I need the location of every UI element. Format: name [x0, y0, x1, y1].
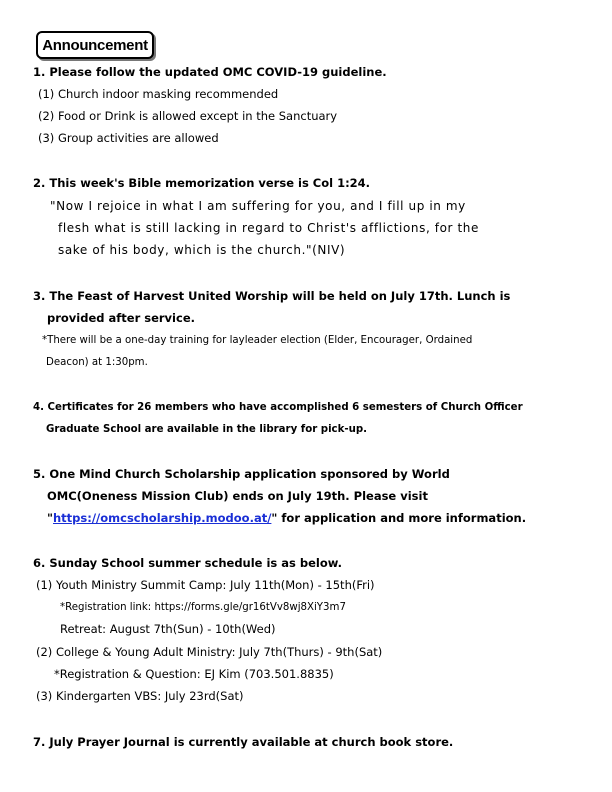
item-6-sub-1: (1) Youth Ministry Summit Camp: July 11th(Mon) - 15th(Fri) [36, 578, 375, 592]
item-6-sub-3: (3) Kindergarten VBS: July 23rd(Sat) [36, 689, 244, 703]
item-2-title: 2. This week's Bible memorization verse is Col 1:24. [33, 176, 371, 190]
scholarship-link[interactable]: https://omcscholarship.modoo.at/ [53, 511, 272, 525]
item-1-title: 1. Please follow the updated OMC COVID-19 guideline. [33, 65, 387, 79]
verse-line-3: sake of his body, which is the church."(NIV) [58, 243, 346, 257]
item-7-title: 7. July Prayer Journal is currently available at church book store. [33, 735, 454, 749]
item-3-note-1: *There will be a one-day training for layleader election (Elder, Encourager, Ordained [42, 335, 473, 346]
item-5-line-3-rest: for application and more information. [277, 511, 527, 525]
announcement-badge [36, 31, 154, 59]
item-5-line-1: 5. One Mind Church Scholarship application sponsored by World [33, 467, 450, 481]
item-5-line-3 [47, 511, 526, 526]
item-3-line-1: 3. The Feast of Harvest United Worship will be held on July 17th. Lunch is [33, 289, 511, 303]
quote-close: " [271, 511, 278, 525]
item-5-line-2: OMC(Oneness Mission Club) ends on July 19th. Please visit [47, 489, 428, 503]
item-3-line-2: provided after service. [47, 311, 195, 325]
page-title: Announcement [42, 37, 148, 54]
item-4-line-1: 4. Certificates for 26 members who have accomplished 6 semesters of Church Officer [33, 402, 523, 413]
item-1-sub-1: (1) Church indoor masking recommended [38, 87, 279, 101]
quote-open: " [47, 511, 53, 525]
item-6-sub-2-registration: *Registration & Question: EJ Kim (703.501.8835) [54, 667, 334, 681]
item-3-note-2: Deacon) at 1:30pm. [46, 357, 148, 368]
item-6-sub-1-retreat: Retreat: August 7th(Sun) - 10th(Wed) [60, 622, 276, 636]
verse-line-2: flesh what is still lacking in regard to Christ's afflictions, for the [58, 221, 479, 235]
item-4-line-2: Graduate School are available in the library for pick-up. [46, 424, 368, 435]
verse-line-1: "Now I rejoice in what I am suffering for you, and I fill up in my [50, 199, 466, 213]
item-6-title: 6. Sunday School summer schedule is as below. [33, 556, 343, 570]
item-6-sub-2: (2) College & Young Adult Ministry: July 7th(Thurs) - 9th(Sat) [36, 645, 383, 659]
item-6-sub-1-registration: *Registration link: https://forms.gle/gr16tVv8wj8XiY3m7 [60, 602, 346, 613]
item-1-sub-3: (3) Group activities are allowed [38, 131, 219, 145]
item-1-sub-2: (2) Food or Drink is allowed except in the Sanctuary [38, 109, 338, 123]
